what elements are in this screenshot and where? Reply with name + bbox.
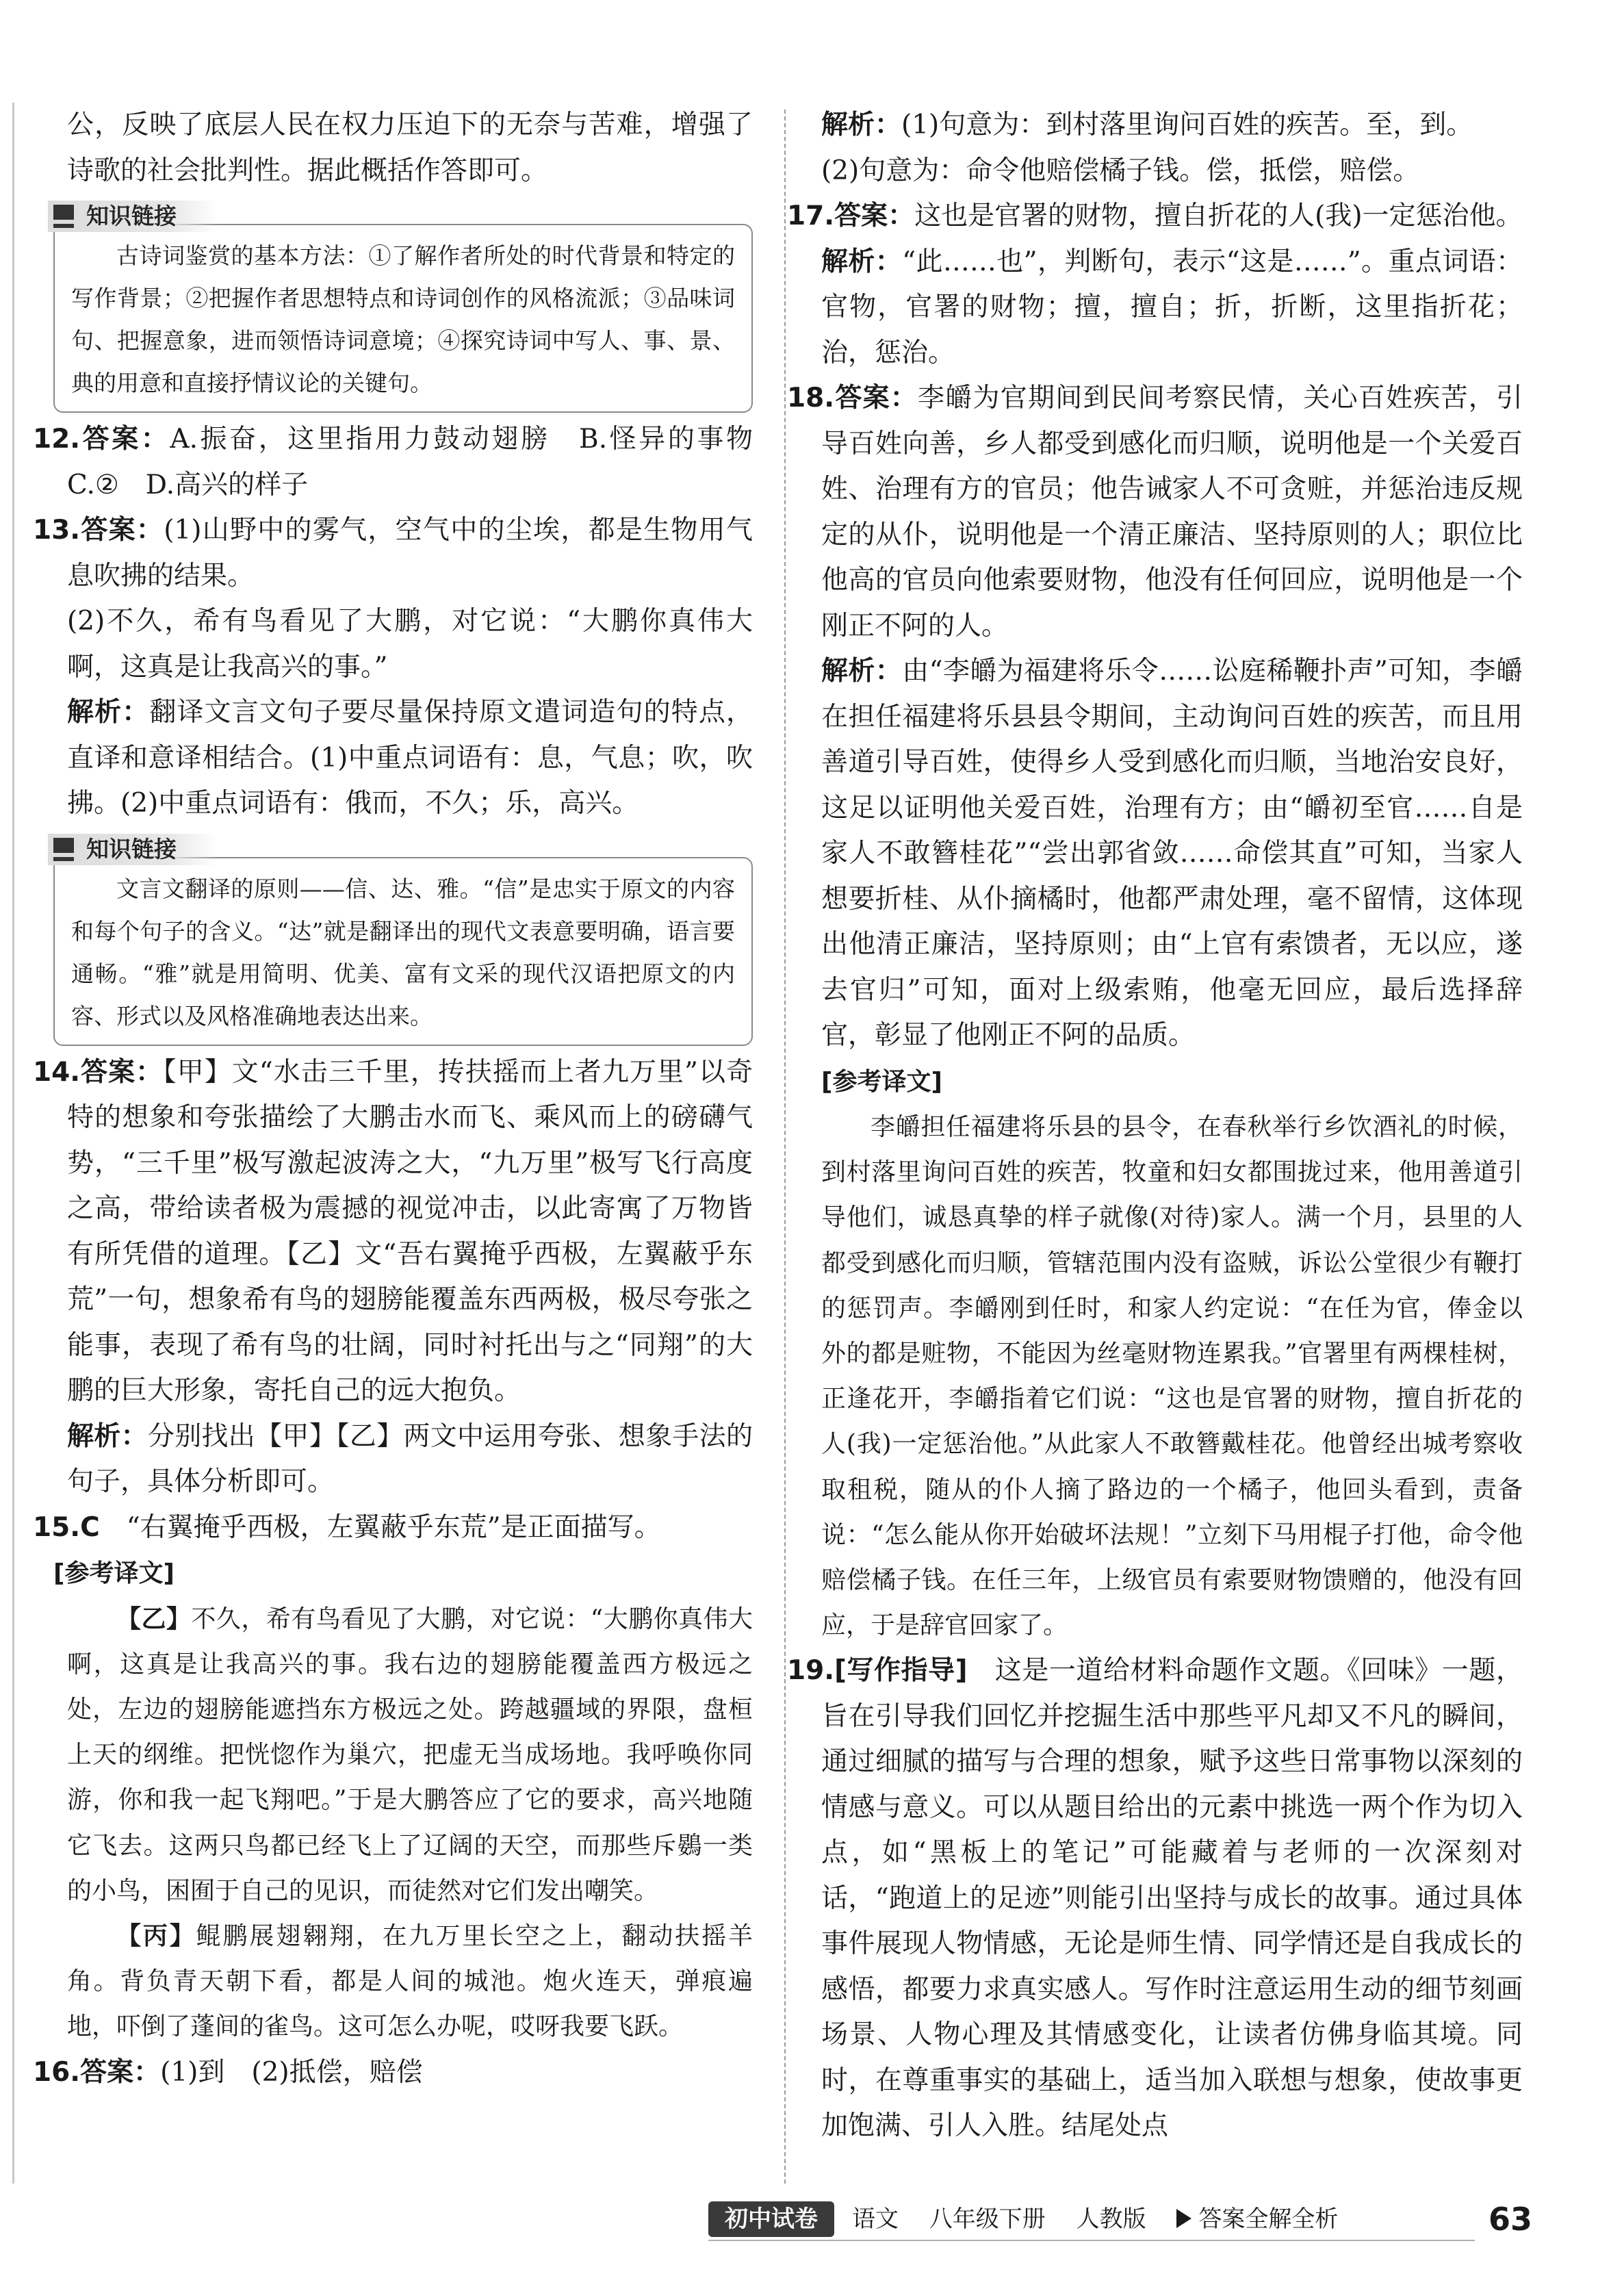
knowledge-link-tag: 知识链接 xyxy=(48,201,218,232)
left-column xyxy=(33,103,779,2095)
q18-analysis: 由“李皭为福建将乐令……讼庭稀鞭扑声”可知，李皭在担任福建将乐县县令期间，主动询问百姓的疾苦，而且用善道引导百姓，使得乡人受到感化而归顺，当地治安良好，这足以证明他关爱百姓，治理有方；由“皭初至官……自是家人不敢簪桂花”“尝出郭省敛……命偿其直”可知，当家人想要折桂、从仆摘橘时，他都严肃处理，毫不留情，这体现出他清正廉洁，坚持原则；由“上官有索馈者，无以应，遂去官归”可知，面对上级索贿，他毫无回应，最后选择辞官，彰显了他刚正不阿的品质。 xyxy=(821,656,1523,1051)
brand-badge: 初中试卷 xyxy=(708,2201,834,2237)
footer-section: 答案全解全析 xyxy=(1198,2205,1339,2233)
play-icon xyxy=(1176,2209,1191,2228)
column-divider xyxy=(784,110,786,2184)
q17-analysis: “此……也”，判断句，表示“这是……”。重点词语：官物，官署的财物；擅，擅自；折，折断，这里指折花；治，惩治。 xyxy=(821,246,1523,368)
q16-analysis-1: (1)句意为：到村落里询问百姓的疾苦。至，到。 xyxy=(901,110,1473,140)
q11-continuation: 公，反映了底层人民在权力压迫下的无奈与苦难，增强了诗歌的社会批判性。据此概括作答即可。 xyxy=(67,110,753,186)
knowledge-link-box-2 xyxy=(53,835,753,1046)
question-15: 15.C “右翼掩乎西极，左翼蔽乎东荒”是正面描写。 xyxy=(33,1511,661,1543)
q15-explanation: “右翼掩乎西极，左翼蔽乎东荒”是正面描写。 xyxy=(126,1511,661,1543)
footer-subject: 语文 xyxy=(852,2205,899,2233)
question-16-analysis: 解析：(1)句意为：到村落里询问百姓的疾苦。至，到。 (2)句意为：命令他赔偿橘子钱。偿，抵偿，赔偿。 xyxy=(821,103,1523,194)
translation-yi: 不久，希有鸟看见了大鹏，对它说：“大鹏你真伟大啊，这真是让我高兴的事。我右边的翅膀能覆盖西方极远之处，左边的翅膀能遮挡东方极远之处。跨越疆域的界限，盘桓上天的纲维。把恍惚作为巢穴，把虚无当成场地。我呼唤你同游，你和我一起飞翔吧。”于是大鹏答应了它的要求，高兴地随它飞去。这两只鸟都已经飞上了辽阔的天空，而那些斥鷃一类的小鸟，困囿于自己的见识，而徒然对它们发出嘲笑。 xyxy=(67,1604,753,1905)
knowledge-link-text: 古诗词鉴赏的基本方法：①了解作者所处的时代背景和特定的写作背景；②把握作者思想特点和诗词创作的风格流派；③品味词句、把握意象，进而领悟诗词意境；④探究诗词中写人、事、景、典的用意和直接抒情议论的关键句。 xyxy=(71,242,735,396)
page-footer xyxy=(708,2197,1595,2245)
question-12: 12.答案：A.振奋，这里指用力鼓动翅膀 B.怪异的事物 C.② D.高兴的样子 xyxy=(33,424,779,500)
q19-writing-guide: 这是一道给材料命题作文题。《回味》一题，旨在引导我们回忆并挖掘生活中那些平凡却又不凡的瞬间，通过细腻的描写与合理的想象，赋予这些日常事物以深刻的情感与意义。可以从题目给出的元素中挑选一两个作为切入点，如“黑板上的笔记”可能藏着与老师的一次深刻对话，“跑道上的足迹”则能引出坚持与成长的故事。通过具体事件展现人物情感，无论是师生情、同学情还是自我成长的感悟，都要力求真实感人。写作时注意运用生动的细节刻画场景、人物心理及其情感变化，让读者仿佛身临其境。同时，在尊重事实的基础上，适当加入联想与想象，使故事更加饱满、引人入胜。结尾处点 xyxy=(821,1655,1523,2142)
translation-text: 李皭担任福建将乐县的县令，在春秋举行乡饮酒礼的时候，到村落里询问百姓的疾苦，牧童和妇女都围拢过来，他用善道引导他们，诚恳真挚的样子就像(对待)家人。满一个月，县里的人都受到感化而归顺，管辖范围内没有盗贼，诉讼公堂很少有鞭打的惩罚声。李皭刚到任时，和家人约定说：“在任为官，俸金以外的都是赃物，不能因为丝毫财物连累我。”官署里有两棵桂树，正逢花开，李皭指着它们说：“这也是官署的财物，擅自折花的人(我)一定惩治他。”从此家人不敢簪戴桂花。他曾经出城考察收取租税，随从的仆人摘了路边的一个橘子，他回头看到，责备说：“怎么能从你开始破坏法规！”立刻下马用棍子打他，命令他赔偿橘子钱。在任三年，上级官员有索要财物馈赠的，他没有回应，于是辞官回家了。 xyxy=(821,1113,1523,1640)
knowledge-link-text: 文言文翻译的原则——信、达、雅。“信”是忠实于原文的内容和每个句子的含义。“达”就是翻译出的现代文表意要明确，语言要通畅。“雅”就是用简明、优美、富有文采的现代汉语把原文的内容、形式以及风格准确地表达出来。 xyxy=(71,875,735,1030)
footer-rule xyxy=(708,2240,1475,2241)
q18-answer: 李皭为官期间到民间考察民情，关心百姓疾苦，引导百姓向善，乡人都受到感化而归顺，说明他是一个关爱百姓、治理有方的官员；他告诫家人不可贪赃，并惩治违反规定的从仆，说明他是一个清正廉洁、坚持原则的人；职位比他高的官员向他索要财物，他没有任何回应，说明他是一个刚正不阿的人。 xyxy=(821,383,1523,641)
q16-analysis-2: (2)句意为：命令他赔偿橘子钱。偿，抵偿，赔偿。 xyxy=(821,155,1420,186)
question-16: 16.答案：(1)到 (2)抵偿，赔偿 xyxy=(33,2056,423,2088)
translation-bing: 鲲鹏展翅翱翔，在九万里长空之上，翻动扶摇羊角。背负青天朝下看，都是人间的城池。炮火连天，弹痕遍地，吓倒了蓬间的雀鸟。这可怎么办呢，哎呀我要飞跃。 xyxy=(67,1921,753,2041)
knowledge-link-tag: 知识链接 xyxy=(48,834,218,865)
question-14: 14.答案：【甲】文“水击三千里，抟扶摇而上者九万里”以奇特的想象和夸张描绘了大鹏击水而飞、乘风而上的磅礴气势，“三千里”极写激起波涛之大，“九万里”极写飞行高度之高，带给读者极为震撼的视觉冲击，以此寄寓了万物皆有所凭借的道理。【乙】文“吾右翼掩乎西极，左翼蔽乎东荒”一句，想象希有鸟的翅膀能覆盖东西两极，极尽夸张之能事，表现了希有鸟的壮阔，同时衬托出与之“同翔”的大鹏的巨大形象，寄托自己的远大抱负。 解析：分别找出【甲】【乙】两文中运用夸张、想象手法的句子，具体分析即可。 xyxy=(33,1056,753,1497)
question-19: 19.[写作指导] 这是一道给材料命题作文题。《回味》一题，旨在引导我们回忆并挖掘生活中那些平凡却又不凡的瞬间，通过细腻的描写与合理的想象，赋予这些日常事物以深刻的情感与意义。可以从题目给出的元素中挑选一两个作为切入点，如“黑板上的笔记”可能藏着与老师的一次深刻对话，“跑道上的足迹”则能引出坚持与成长的故事。通过具体事件展现人物情感，无论是师生情、同学情还是自我成长的感悟，都要力求真实感人。写作时注意运用生动的细节刻画场景、人物心理及其情感变化，让读者仿佛身临其境。同时，在尊重事实的基础上，适当加入联想与想象，使故事更加饱满、引人入胜。结尾处点 xyxy=(787,1655,1523,2142)
reference-translation-tag: [参考译文] xyxy=(821,1067,942,1096)
question-18: 18.答案：李皭为官期间到民间考察民情，关心百姓疾苦，引导百姓向善，乡人都受到感化而归顺，说明他是一个关爱百姓、治理有方的官员；他告诫家人不可贪赃，并惩治违反规定的从仆，说明他是一个清正廉洁、坚持原则的人；职位比他高的官员向他索要财物，他没有任何回应，说明他是一个刚正不阿的人。 解析：由“李皭为福建将乐令……讼庭稀鞭扑声”可知，李皭在担任福建将乐县县令期间，主动询问百姓的疾苦，而且用善道引导百姓，使得乡人受到感化而归顺，当地治安良好，这足以证明他关爱百姓，治理有方；由“皭初至官……自是家人不敢簪桂花”“尝出郭省敛……命偿其直”可知，当家人想要折桂、从仆摘橘时，他都严肃处理，毫不留情，这体现出他清正廉洁，坚持原则；由“上官有索馈者，无以应，遂去官归”可知，面对上级索贿，他毫无回应，最后选择辞官，彰显了他刚正不阿的品质。 xyxy=(787,383,1523,1051)
q14-answer: 【甲】文“水击三千里，抟扶摇而上者九万里”以奇特的想象和夸张描绘了大鹏击水而飞、乘风而上的磅礴气势，“三千里”极写激起波涛之大，“九万里”极写飞行高度之高，带给读者极为震撼的视觉冲击，以此寄寓了万物皆有所凭借的道理。【乙】文“吾右翼掩乎西极，左翼蔽乎东荒”一句，想象希有鸟的翅膀能覆盖东西两极，极尽夸张之能事，表现了希有鸟的壮阔，同时衬托出与之“同翔”的大鹏的巨大形象，寄托自己的远大抱负。 xyxy=(67,1056,753,1406)
question-13: 13.答案：(1)山野中的雾气，空气中的尘埃，都是生物用气息吹拂的结果。 (2)不久，希有鸟看见了大鹏，对它说：“大鹏你真伟大啊，这真是让我高兴的事。” 解析：翻译文言文句子要尽量保持原文遣词造句的特点，直译和意译相结合。(1)中重点词语有：息，气息；吹，吹拂。(2)中重点词语有：俄而，不久；乐，高兴。 xyxy=(33,515,753,819)
translation-section-left: [参考译文] 【乙】不久，希有鸟看见了大鹏，对它说：“大鹏你真伟大啊，这真是让我高兴的事。我右边的翅膀能覆盖西方极远之处，左边的翅膀能遮挡东方极远之处。跨越疆域的界限，盘桓上天的纲维。把恍惚作为巢穴，把虚无当成场地。我呼唤你同游，你和我一起飞翔吧。”于是大鹏答应了它的要求，高兴地随它飞去。这两只鸟都已经飞上了辽阔的天空，而那些斥鷃一类的小鸟，困囿于自己的见识，而徒然对它们发出嘲笑。 【丙】鲲鹏展翅翱翔，在九万里长空之上，翻动扶摇羊角。背负青天朝下看，都是人间的城池。炮火连天，弹痕遍地，吓倒了蓬间的雀鸟。这可怎么办呢，哎呀我要飞跃。 xyxy=(33,1550,753,2050)
right-column xyxy=(787,103,1523,2149)
translation-section-right xyxy=(821,1059,1523,1649)
q16-answer: (1)到 (2)抵偿，赔偿 xyxy=(160,2056,423,2088)
q17-answer: 这也是官署的财物，擅自折花的人(我)一定惩治他。 xyxy=(914,201,1523,231)
footer-edition: 人教版 xyxy=(1076,2205,1146,2233)
q13-answer-2: (2)不久，希有鸟看见了大鹏，对它说：“大鹏你真伟大啊，这真是让我高兴的事。” xyxy=(67,606,753,682)
reference-translation-tag: [参考译文] xyxy=(53,1559,175,1587)
knowledge-link-box-1 xyxy=(53,203,753,413)
footer-info xyxy=(852,2201,1361,2237)
q12-answer: A.振奋，这里指用力鼓动翅膀 B.怪异的事物 C.② D.高兴的样子 xyxy=(67,424,779,500)
q13-analysis: 翻译文言文句子要尽量保持原文遣词造句的特点，直译和意译相结合。(1)中重点词语有：息，气息；吹，吹拂。(2)中重点词语有：俄而，不久；乐，高兴。 xyxy=(67,697,753,819)
q14-analysis: 分别找出【甲】【乙】两文中运用夸张、想象手法的句子，具体分析即可。 xyxy=(67,1420,753,1497)
book-icon xyxy=(53,205,74,228)
left-margin-rule xyxy=(12,103,14,2184)
page-number: 63 xyxy=(1488,2201,1533,2238)
footer-grade: 八年级下册 xyxy=(929,2205,1046,2233)
q13-answer-1: (1)山野中的雾气，空气中的尘埃，都是生物用气息吹拂的结果。 xyxy=(67,515,753,591)
book-icon xyxy=(53,838,74,861)
question-17: 17.答案：这也是官署的财物，擅自折花的人(我)一定惩治他。 解析：“此……也”，判断句，表示“这是……”。重点词语：官物，官署的财物；擅，擅自；折，折断，这里指折花；治，惩治。 xyxy=(787,201,1523,368)
